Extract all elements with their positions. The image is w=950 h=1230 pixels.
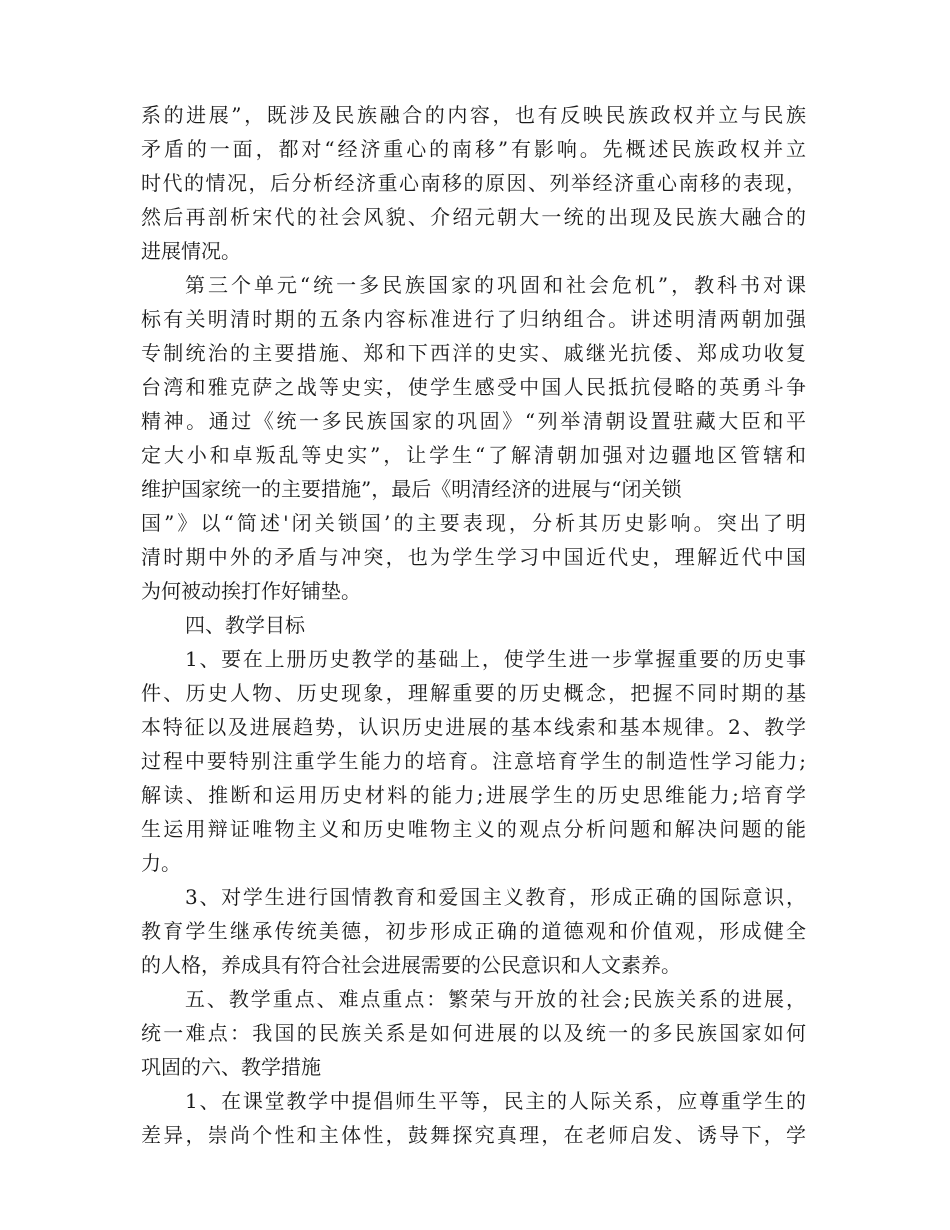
text-line: 的人格，养成具有符合社会进展需要的公民意识和人文素养。 bbox=[141, 953, 681, 977]
text-line: 系的进展”，既涉及民族融合的内容，也有反映民族政权并立与民族 bbox=[141, 103, 806, 127]
text-line: 进展情况。 bbox=[141, 239, 241, 263]
text-line: 精神。通过《统一多民族国家的巩固》“列举清朝设置驻藏大臣和平 bbox=[141, 409, 806, 433]
text-line: 矛盾的一面，都对“经济重心的南移”有影响。先概述民族政权并立 bbox=[141, 137, 806, 161]
text-line: 国”》以“简述'闭关锁国’的主要表现，分析其历史影响。突出了明 bbox=[141, 511, 806, 535]
text-line: 标有关明清时期的五条内容标准进行了归纳组合。讲述明清两朝加强 bbox=[141, 307, 806, 331]
text-line: 1、要在上册历史教学的基础上，使学生进一步掌握重要的历史事 bbox=[185, 647, 806, 671]
text-line: 四、教学目标 bbox=[185, 613, 305, 637]
text-line: 然后再剖析宋代的社会风貌、介绍元朝大一统的出现及民族大融合的 bbox=[141, 205, 806, 229]
document-body bbox=[141, 98, 806, 1152]
text-line: 力。 bbox=[141, 851, 181, 875]
text-line: 本特征以及进展趋势，认识历史进展的基本线索和基本规律。2、教学 bbox=[141, 715, 806, 739]
text-line: 统一难点：我国的民族关系是如何进展的以及统一的多民族国家如何 bbox=[141, 1021, 806, 1045]
text-line: 时代的情况，后分析经济重心南移的原因、列举经济重心南移的表现， bbox=[141, 171, 806, 195]
text-line: 3、对学生进行国情教育和爱国主义教育，形成正确的国际意识， bbox=[185, 885, 806, 909]
text-line: 专制统治的主要措施、郑和下西洋的史实、戚继光抗倭、郑成功收复 bbox=[141, 341, 806, 365]
text-line: 维护国家统一的主要措施”，最后《明清经济的进展与“闭关锁 bbox=[141, 477, 682, 501]
text-line: 生运用辩证唯物主义和历史唯物主义的观点分析问题和解决问题的能 bbox=[141, 817, 806, 841]
text-line: 定大小和卓叛乱等史实”，让学生“了解清朝加强对边疆地区管辖和 bbox=[141, 443, 806, 467]
text-line: 过程中要特别注重学生能力的培育。注意培育学生的制造性学习能力; bbox=[141, 749, 806, 773]
text-line: 件、历史人物、历史现象，理解重要的历史概念，把握不同时期的基 bbox=[141, 681, 806, 705]
text-line: 五、教学重点、难点重点：繁荣与开放的社会;民族关系的进展， bbox=[185, 987, 806, 1011]
text-line: 差异，崇尚个性和主体性，鼓舞探究真理，在老师启发、诱导下，学 bbox=[141, 1123, 806, 1147]
text-line: 教育学生继承传统美德，初步形成正确的道德观和价值观，形成健全 bbox=[141, 919, 806, 943]
text-line: 解读、推断和运用历史材料的能力;进展学生的历史思维能力;培育学 bbox=[141, 783, 806, 807]
text-line: 清时期中外的矛盾与冲突，也为学生学习中国近代史，理解近代中国 bbox=[141, 545, 806, 569]
text-line: 为何被动挨打作好铺垫。 bbox=[141, 579, 361, 603]
text-line: 巩固的六、教学措施 bbox=[141, 1055, 321, 1079]
text-line: 第三个单元“统一多民族国家的巩固和社会危机”，教科书对课 bbox=[185, 273, 806, 297]
text-line: 台湾和雅克萨之战等史实，使学生感受中国人民抵抗侵略的英勇斗争 bbox=[141, 375, 806, 399]
text-line: 1、在课堂教学中提倡师生平等，民主的人际关系，应尊重学生的 bbox=[185, 1089, 806, 1113]
